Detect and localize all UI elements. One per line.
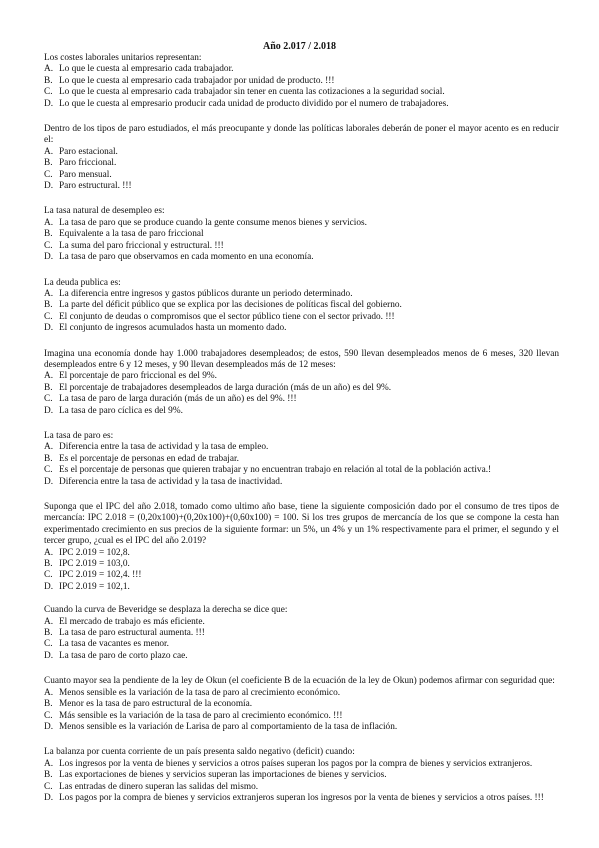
answer-option (44, 699, 559, 710)
option-letter: B. (44, 770, 53, 781)
answer-option (44, 722, 559, 733)
option-text: Los pagos por la compra de bienes y servicios extranjeros superan los ingresos por la venta de bienes y servicios a otros países. !!! (59, 792, 544, 803)
option-letter: D. (44, 581, 54, 592)
option-text: La tasa de vacantes es menor. (59, 639, 169, 650)
answer-option (44, 229, 559, 240)
option-text: Las exportaciones de bienes y servicios superan las importaciones de bienes y servicios. (59, 770, 387, 781)
answer-option (44, 289, 559, 300)
option-text: El conjunto de ingresos acumulados hasta un momento dado. (59, 323, 287, 334)
option-letter: A. (44, 687, 54, 698)
question-stem: Imagina una economía donde hay 1.000 trabajadores desempleados; de estos, 590 llevan desempleados menos de 6 meses, 320 llevan desempleados entre 6 y 12 meses, y 90 llevan desempleados más de 12 meses: (44, 348, 559, 370)
answer-option (44, 323, 559, 334)
option-text: El porcentaje de paro friccional es del 9%. (59, 371, 217, 382)
option-text: Más sensible es la variación de la tasa de paro al crecimiento económico. !!! (59, 710, 343, 721)
option-letter: D. (44, 252, 54, 263)
option-letter: C. (44, 710, 53, 721)
option-text: IPC 2.019 = 102,8. (59, 547, 130, 558)
option-text: Menos sensible es la variación de Larisa de paro al comportamiento de la tasa de inflación. (59, 721, 398, 732)
option-text: Es el porcentaje de personas que quieren trabajar y no encuentran trabajo en relación al total de la población activa.! (59, 465, 492, 476)
option-text: La tasa de paro estructural aumenta. !!! (59, 628, 205, 639)
answer-option (44, 570, 559, 581)
answer-option (44, 394, 559, 405)
option-text: Lo que le cuesta al empresario cada trabajador sin tener en cuenta las cotizaciones a la seguridad social. (59, 87, 445, 98)
question-stem: La deuda publica es: (44, 277, 121, 288)
option-letter: A. (44, 217, 54, 228)
answer-option (44, 770, 559, 781)
question-block (44, 278, 559, 335)
option-text: IPC 2.019 = 103,0. (59, 559, 130, 570)
option-letter: D. (44, 476, 54, 487)
option-letter: D. (44, 98, 54, 109)
option-letter: D. (44, 792, 54, 803)
option-letter: A. (44, 547, 54, 558)
option-text: La tasa de paro que se produce cuando la gente consume menos bienes y servicios. (59, 217, 367, 228)
answer-option (44, 688, 559, 699)
answer-option (44, 181, 559, 192)
option-letter: C. (44, 240, 53, 251)
option-letter: B. (44, 453, 53, 464)
option-text: IPC 2.019 = 102,4. !!! (59, 570, 142, 581)
option-letter: B. (44, 628, 53, 639)
option-letter: D. (44, 405, 54, 416)
option-letter: C. (44, 87, 53, 98)
answer-option (44, 383, 559, 394)
answer-option (44, 218, 559, 229)
question-stem: Dentro de los tipos de paro estudiados, el más preocupante y donde las políticas laborales deberán de poner el mayor acento es en reducir el: (44, 124, 559, 146)
option-text: La tasa de paro de corto plazo cae. (59, 650, 188, 661)
question-block (44, 605, 559, 662)
option-letter: B. (44, 382, 53, 393)
answer-option (44, 371, 559, 382)
answer-option (44, 711, 559, 722)
option-text: El mercado de trabajo es más eficiente. (59, 616, 205, 627)
page-title: Año 2.017 / 2.018 (262, 41, 337, 52)
option-text: El conjunto de deudas o compromisos que el sector público tiene con el sector privado. !!! (59, 311, 395, 322)
option-text: Las entradas de dinero superan las salidas del mismo. (59, 781, 259, 792)
answer-option (44, 406, 559, 417)
option-letter: C. (44, 311, 53, 322)
option-letter: B. (44, 229, 53, 240)
option-letter: B. (44, 559, 53, 570)
option-letter: C. (44, 465, 53, 476)
option-letter: C. (44, 394, 53, 405)
question-list (44, 53, 559, 818)
option-text: Paro estacional. (59, 146, 118, 157)
option-text: Es el porcentaje de personas en edad de trabajar. (59, 453, 239, 464)
answer-option (44, 617, 559, 628)
question-stem: Los costes laborales unitarios representan: (44, 53, 202, 63)
option-text: La tasa de paro de larga duración (más de un año) es del 9%. !!! (59, 394, 297, 405)
answer-option (44, 454, 559, 465)
answer-option (44, 99, 559, 110)
option-text: Lo que le cuesta al empresario producir cada unidad de producto dividido por el numero de trabajadores. (59, 98, 449, 109)
option-text: Lo que le cuesta al empresario cada trabajador por unidad de producto. !!! (59, 75, 335, 86)
option-letter: A. (44, 371, 54, 382)
question-block (44, 53, 559, 110)
answer-option (44, 312, 559, 323)
option-text: Diferencia entre la tasa de actividad y la tasa de inactividad. (59, 476, 283, 487)
answer-option (44, 559, 559, 570)
answer-option (44, 158, 559, 169)
option-text: La tasa de paro cíclica es del 9%. (59, 405, 183, 416)
answer-option (44, 300, 559, 311)
question-block (44, 206, 559, 263)
answer-option (44, 628, 559, 639)
option-letter: D. (44, 181, 54, 192)
option-text: Los ingresos por la venta de bienes y servicios a otros países superan los pagos por la compra de bienes y servicios extranjeros. (59, 758, 533, 769)
option-letter: D. (44, 650, 54, 661)
question-block (44, 676, 559, 733)
option-letter: C. (44, 570, 53, 581)
option-text: La tasa de paro que observamos en cada momento en una economía. (59, 252, 314, 263)
option-text: Menos sensible es la variación de la tasa de paro al crecimiento económico. (59, 687, 341, 698)
answer-option (44, 639, 559, 650)
question-block (44, 502, 559, 593)
option-text: Diferencia entre la tasa de actividad y la tasa de empleo. (59, 442, 269, 453)
question-stem: Cuando la curva de Beveridge se desplaza la derecha se dice que: (44, 605, 288, 616)
question-block (44, 747, 559, 804)
option-letter: B. (44, 699, 53, 710)
option-letter: A. (44, 146, 54, 157)
question-stem: La balanza por cuenta corriente de un país presenta saldo negativo (deficit) cuando: (44, 747, 355, 758)
question-stem: Suponga que el IPC del año 2.018, tomado como ultimo año base, tiene la siguiente composición dado por el consumo de tres tipos de mercancía: IPC 2.018 = (0,20x100)+(0,20x100)+(0,60x100) = 100. Si los tres grupos de mercancía de los que se compone la cesta han experimentado crecimiento en sus precios de la siguiente formar: un 5%, un 4% y un 1% respectivamente para el primer, el segundo y el tercer grupo, ¿cual es el IPC del año 2.019? (44, 502, 559, 547)
option-letter: D. (44, 721, 54, 732)
answer-option (44, 793, 559, 804)
answer-option (44, 477, 559, 488)
option-letter: A. (44, 758, 54, 769)
answer-option (44, 759, 559, 770)
answer-option (44, 147, 559, 158)
answer-option (44, 76, 559, 87)
question-stem: La tasa de paro es: (44, 430, 114, 441)
answer-option (44, 782, 559, 793)
option-text: Lo que le cuesta al empresario cada trabajador. (59, 64, 234, 75)
option-letter: A. (44, 616, 54, 627)
question-stem: Cuanto mayor sea la pendiente de la ley de Okun (el coeficiente B de la ecuación de la ley de Okun) podemos afirmar con seguridad que: (44, 676, 555, 687)
option-letter: C. (44, 169, 53, 180)
question-stem: La tasa natural de desempleo es: (44, 206, 165, 217)
answer-option (44, 651, 559, 662)
option-text: Equivalente a la tasa de paro friccional (59, 229, 204, 240)
question-block (44, 349, 559, 417)
answer-option (44, 87, 559, 98)
option-letter: A. (44, 64, 54, 75)
answer-option (44, 252, 559, 263)
option-text: Menor es la tasa de paro estructural de la economía. (59, 699, 253, 710)
option-letter: A. (44, 288, 54, 299)
option-text: Paro estructural. !!! (59, 181, 132, 192)
option-letter: C. (44, 781, 53, 792)
option-letter: D. (44, 323, 54, 334)
option-text: La diferencia entre ingresos y gastos públicos durante un periodo determinado. (59, 288, 353, 299)
answer-option (44, 64, 559, 75)
option-letter: C. (44, 639, 53, 650)
option-text: Paro friccional. (59, 158, 117, 169)
question-block (44, 124, 559, 192)
option-letter: B. (44, 75, 53, 86)
option-text: La suma del paro friccional y estructural. !!! (59, 240, 224, 251)
option-text: Paro mensual. (59, 169, 112, 180)
answer-option (44, 241, 559, 252)
answer-option (44, 465, 559, 476)
option-text: El porcentaje de trabajadores desempleados de larga duración (más de un año) es del 9%. (59, 382, 392, 393)
answer-option (44, 170, 559, 181)
answer-option (44, 548, 559, 559)
answer-option (44, 442, 559, 453)
option-text: La parte del déficit público que se explica por las decisiones de políticas fiscal del gobierno. (59, 300, 402, 311)
option-text: IPC 2.019 = 102,1. (59, 581, 130, 592)
question-block (44, 431, 559, 488)
option-letter: B. (44, 300, 53, 311)
answer-option (44, 582, 559, 593)
option-letter: B. (44, 158, 53, 169)
option-letter: A. (44, 442, 54, 453)
